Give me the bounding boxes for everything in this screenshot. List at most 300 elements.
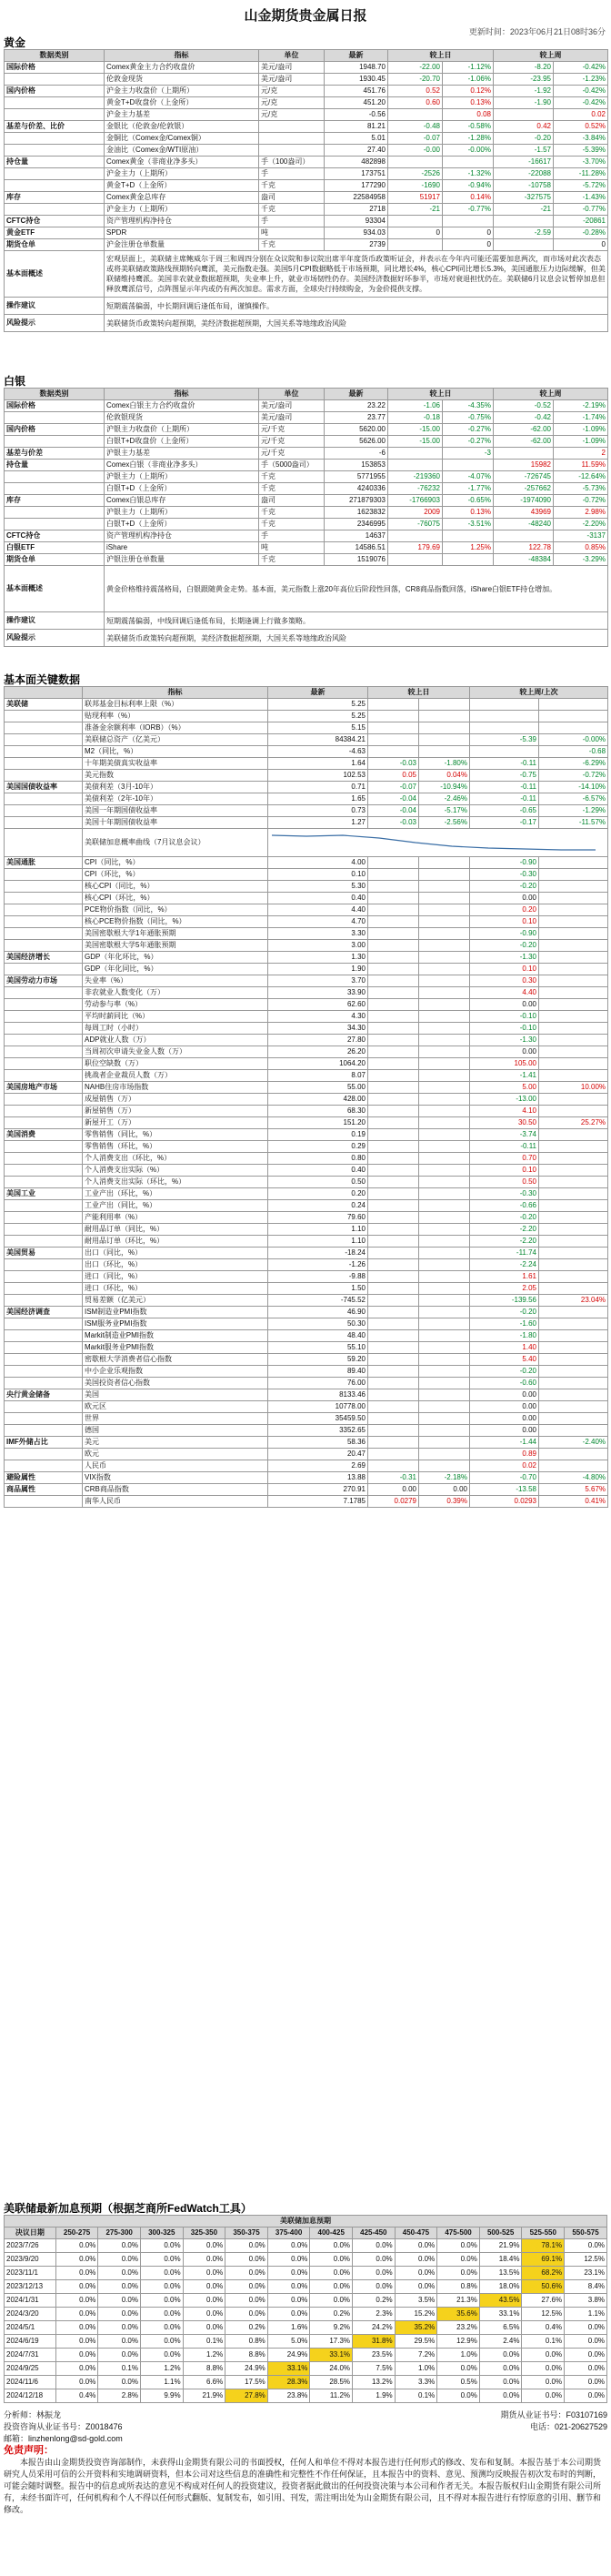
table-cell [259,145,325,157]
fedwatch-row [5,2389,607,2403]
fedwatch-cell: 2024/5/1 [5,2321,56,2335]
table-cell: PCE物价指数（同比，%） [83,904,268,916]
fedwatch-cell: 21.9% [183,2389,225,2403]
table-cell: CPI（同比，%） [83,857,268,869]
table-cell [368,1248,419,1259]
table-cell: 482898 [325,157,388,168]
table-cell: GDP（年化环比，%） [83,952,268,964]
table-cell: 3.70 [268,975,368,987]
fedwatch-cell: 2024/6/19 [5,2335,56,2349]
table-cell [539,1070,608,1082]
table-row [5,952,608,964]
table-row [5,928,608,940]
table-row [5,1177,608,1188]
table-cell: 美元/盎司 [259,74,325,86]
table-cell: 1.61 [470,1271,539,1283]
table-cell [368,964,419,975]
table-row [5,483,608,495]
table-cell [368,1106,419,1117]
table-cell: ISM制造业PMI指数 [83,1307,268,1318]
table-cell: 美国一年期国债收益率 [83,805,268,817]
fedwatch-col-header: 475-500 [437,2227,480,2239]
fedwatch-cell: 0.0% [55,2280,98,2294]
fedwatch-cell: 0.0% [267,2308,310,2321]
table-cell [368,1283,419,1295]
table-cell: -0.66 [470,1200,539,1212]
fedwatch-cell: 0.0% [98,2376,141,2389]
table-cell: -13.00 [470,1094,539,1106]
table-cell [419,1153,470,1165]
table-cell [539,1165,608,1177]
fedwatch-cell: 0.0% [353,2253,396,2267]
table-cell [539,1366,608,1378]
table-cell [368,1212,419,1224]
fedwatch-cell: 0.0% [565,2389,607,2403]
table-cell: 0.00 [419,1484,470,1496]
table-cell: IMF外储占比 [5,1437,83,1449]
table-cell [5,1212,83,1224]
table-cell: -0.00 [388,145,443,157]
table-cell: -1.30 [470,952,539,964]
fedwatch-cell: 43.5% [479,2294,522,2308]
table-cell: 欧元 [83,1449,268,1460]
fedwatch-col-header: 325-350 [183,2227,225,2239]
table-cell: -0.94% [443,180,494,192]
table-cell: -0.65 [470,805,539,817]
table-cell [5,180,105,192]
fedwatch-cell: 3.5% [395,2294,437,2308]
table-cell: 5.40 [470,1354,539,1366]
table-cell [5,1271,83,1283]
table-row [5,1188,608,1200]
table-cell: 934.03 [325,227,388,239]
table-cell: 进口（环比，%） [83,1283,268,1295]
table-cell: -1.77% [443,483,494,495]
table-cell [368,1224,419,1236]
fedwatch-cell: 0.0% [140,2280,183,2294]
table-cell [539,1318,608,1330]
table-cell [368,857,419,869]
table-cell [5,204,105,216]
table-cell [368,1129,419,1141]
table-cell: 手 [259,530,325,542]
table-cell: 5.01 [325,133,388,145]
table-row [5,770,608,782]
fedwatch-cell: 0.0% [140,2321,183,2335]
fedwatch-cell: 0.0% [267,2267,310,2280]
col-indicator: 指标 [105,389,259,400]
fedwatch-cell: 0.0% [140,2267,183,2280]
table-cell [539,1200,608,1212]
table-cell [419,1413,470,1425]
table-cell [5,829,83,857]
table-cell [539,1023,608,1035]
table-cell [368,1295,419,1307]
table-cell: 26.20 [268,1046,368,1058]
table-cell [5,1295,83,1307]
table-cell: -15.00 [388,424,443,436]
footer [4,2409,607,2516]
table-cell: -10.94% [419,782,470,793]
table-cell: 14637 [325,530,388,542]
fedwatch-cell: 0.0% [267,2280,310,2294]
table-cell: 白银T+D（上金所） [105,519,259,530]
table-cell: 期货仓单 [5,554,105,566]
table-cell: 商品属性 [5,1484,83,1496]
table-cell: 黄金ETF [5,227,105,239]
table-cell: 零售销售（同比，%） [83,1129,268,1141]
table-cell: -21 [494,204,554,216]
table-cell: 0.00 [470,1425,539,1437]
table-cell [419,1259,470,1271]
table-cell: -0.48 [388,121,443,133]
fedwatch-cell: 13.2% [353,2376,396,2389]
table-cell: 成屋销售（万） [83,1094,268,1106]
fedwatch-cell: 0.0% [98,2294,141,2308]
table-cell: 持仓量 [5,157,105,168]
table-cell: 美债利差（3月-10年） [83,782,268,793]
table-cell: Comex白银（非商业净多头） [105,460,259,471]
table-cell [539,904,608,916]
table-cell [5,928,83,940]
table-row [5,1449,608,1460]
table-cell [539,1153,608,1165]
table-cell [388,554,443,566]
fedwatch-cell: 0.0% [479,2349,522,2362]
fedwatch-cell: 0.0% [437,2362,480,2376]
table-cell: 0.40 [268,893,368,904]
table-cell [5,1177,83,1188]
table-cell: 库存 [5,495,105,507]
fedwatch-cell: 2.4% [479,2335,522,2349]
table-cell: 0.00 [470,999,539,1011]
table-cell: -0.60 [470,1378,539,1389]
fedwatch-cell: 9.2% [310,2321,353,2335]
table-cell: 美国国债收益率 [5,782,83,793]
table-cell [388,157,443,168]
table-cell: Comex黄金主力合约收盘价 [105,62,259,74]
table-row [5,86,608,97]
fedwatch-cell: 0.0% [267,2294,310,2308]
table-cell: 0.0293 [470,1496,539,1508]
fedwatch-cell: 1.2% [140,2362,183,2376]
table-cell [419,699,470,711]
table-row [5,157,608,168]
table-row [5,758,608,770]
table-cell: 5.00 [470,1082,539,1094]
table-cell: 美元/盎司 [259,62,325,74]
table-cell [419,904,470,916]
table-cell [388,216,443,227]
table-cell: 美国消费 [5,1129,83,1141]
table-cell: 0 [443,239,494,251]
table-cell: 8133.46 [268,1389,368,1401]
fedwatch-cell: 0.0% [98,2267,141,2280]
fedwatch-cell: 0.0% [310,2294,353,2308]
table-cell: -48384 [494,554,554,566]
table-cell: -0.58% [443,121,494,133]
table-cell: -1.80% [419,758,470,770]
table-cell: 0.19 [268,1129,368,1141]
table-cell: -16617 [494,157,554,168]
table-cell: 4.10 [470,1106,539,1117]
table-cell [5,999,83,1011]
table-cell: -2.46% [419,793,470,805]
fedwatch-cell: 0.0% [225,2267,268,2280]
table-cell: 国内价格 [5,86,105,97]
table-cell [388,239,443,251]
table-cell: 沪金主力（上期所） [105,204,259,216]
table-cell [5,1425,83,1437]
table-cell [368,746,419,758]
table-cell [419,1023,470,1035]
table-cell: 4.00 [268,857,368,869]
table-cell: 美国房地产市场 [5,1082,83,1094]
fedwatch-cell: 0.0% [437,2239,480,2253]
table-cell: 23.77 [325,412,388,424]
fedwatch-col-header: 375-400 [267,2227,310,2239]
table-cell [494,239,554,251]
table-cell: -0.70 [470,1472,539,1484]
table-cell: 0.04% [419,770,470,782]
fedwatch-cell: 1.6% [267,2321,310,2335]
table-row [5,1046,608,1058]
table-cell: 资产管理机构净持仓 [105,530,259,542]
table-cell: 联邦基金目标利率上限（%） [83,699,268,711]
table-cell [419,1389,470,1401]
table-cell [5,436,105,448]
table-cell: -0.27% [443,424,494,436]
table-cell: 白银T+D收盘价（上金所） [105,436,259,448]
table-cell [419,1318,470,1330]
table-cell: 出口（环比，%） [83,1259,268,1271]
table-cell: NAHB住房市场指数 [83,1082,268,1094]
table-cell: 当周初次申请失业金人数（万） [83,1046,268,1058]
fedwatch-cell: 0.1% [98,2362,141,2376]
table-cell [368,1035,419,1046]
table-cell: 沪银主力（上期所） [105,471,259,483]
col-indicator: 指标 [105,50,259,62]
table-cell [419,1271,470,1283]
fedwatch-cell: 23.5% [353,2349,396,2362]
fedwatch-cell: 0.0% [98,2335,141,2349]
table-cell: 4240336 [325,483,388,495]
table-cell: -3.74 [470,1129,539,1141]
table-cell: 122.78 [494,542,554,554]
table-cell: 2009 [388,507,443,519]
fedwatch-cell: 24.9% [267,2349,310,2362]
table-cell: 美元/盎司 [259,412,325,424]
table-cell: -219360 [388,471,443,483]
table-cell [539,952,608,964]
table-row [5,554,608,566]
table-cell [5,770,83,782]
table-cell [419,1106,470,1117]
table-cell [368,1378,419,1389]
table-row [5,1058,608,1070]
table-cell: 美元指数 [83,770,268,782]
table-cell: 千克 [259,204,325,216]
table-cell: -1.57 [494,145,554,157]
fedwatch-row [5,2349,607,2362]
table-cell: 35459.50 [268,1413,368,1425]
fedwatch-subheader: 美联储加息预期 [5,2216,607,2227]
table-cell [368,1401,419,1413]
table-cell [368,1165,419,1177]
table-cell: 密歇根大学消费者信心指数 [83,1354,268,1366]
table-cell: 1930.45 [325,74,388,86]
table-cell: -1.74% [554,412,608,424]
table-cell: 美国 [83,1389,268,1401]
rate-hike-sparkline-svg [270,830,597,855]
table-cell: -1.28% [443,133,494,145]
table-row [5,904,608,916]
table-row [5,1117,608,1129]
table-cell: VIX指数 [83,1472,268,1484]
col-vs-prev-week: 较上周 [494,389,608,400]
table-cell [5,1023,83,1035]
table-cell: 4.40 [470,987,539,999]
fedwatch-cell: 0.0% [140,2308,183,2321]
fedwatch-col-header: 525-550 [522,2227,565,2239]
table-cell [368,1413,419,1425]
table-cell: 手 [259,168,325,180]
table-cell [419,975,470,987]
table-cell [419,999,470,1011]
table-cell [368,1117,419,1129]
table-cell: -726745 [494,471,554,483]
table-cell: CFTC持仓 [5,216,105,227]
table-cell: 0.13% [443,507,494,519]
table-cell: -0.20 [470,881,539,893]
fedwatch-cell: 23.1% [565,2267,607,2280]
fedwatch-cell: 0.0% [565,2376,607,2389]
table-cell [539,1330,608,1342]
table-cell: 基差与价差、比价 [5,121,105,133]
fedwatch-cell: 17.3% [310,2335,353,2349]
table-cell: -62.00 [494,436,554,448]
table-row [5,1248,608,1259]
table-cell [5,793,83,805]
table-row [5,192,608,204]
fedwatch-row [5,2376,607,2389]
table-cell: Markit制造业PMI指数 [83,1330,268,1342]
table-cell: 102.53 [268,770,368,782]
table-row [5,746,608,758]
table-cell [368,928,419,940]
table-cell: 世界 [83,1413,268,1425]
note-label: 风险提示 [5,315,105,332]
table-cell [419,952,470,964]
note-row [5,298,608,315]
table-cell [539,1224,608,1236]
fedwatch-row [5,2294,607,2308]
table-row [5,829,608,857]
table-row [5,460,608,471]
table-cell: 173751 [325,168,388,180]
table-cell [419,1378,470,1389]
table-cell [539,1035,608,1046]
table-cell: 伦敦金现货 [105,74,259,86]
fedwatch-cell: 0.0% [310,2280,353,2294]
table-cell [5,1046,83,1058]
table-cell: 盎司 [259,192,325,204]
note-text: 黄金价格维持震荡格局，白银跟随黄金走势。基本面，美元指数上涨20年高位后阶段性回落，CR8商品指数回落，iShare白银ETF持仓增加。 [105,566,608,612]
table-cell: -15.00 [388,436,443,448]
table-row [5,1271,608,1283]
fedwatch-cell: 33.1% [267,2362,310,2376]
fedwatch-cell: 33.1% [310,2349,353,2362]
fedwatch-cell: 0.0% [565,2349,607,2362]
table-cell: 美国投资者信心指数 [83,1378,268,1389]
table-cell [5,1318,83,1330]
table-cell [539,857,608,869]
table-cell: 0.80 [268,1153,368,1165]
table-cell [419,1307,470,1318]
table-cell: 耐用品订单（同比，%） [83,1224,268,1236]
table-cell: 51917 [388,192,443,204]
table-cell: CPI（环比，%） [83,869,268,881]
table-cell [539,1212,608,1224]
note-label: 风险提示 [5,630,105,647]
table-cell: 10.00% [539,1082,608,1094]
table-cell [419,1449,470,1460]
table-row [5,97,608,109]
table-cell: -745.52 [268,1295,368,1307]
table-cell: 非农就业人数变化（万） [83,987,268,999]
analyst-license: 投资咨询从业证书号：Z0018476 [4,2422,123,2431]
table-cell: -0.17 [470,817,539,829]
table-cell: 元/克 [259,86,325,97]
fedwatch-cell: 2024/1/31 [5,2294,56,2308]
fedwatch-cell: 0.0% [140,2294,183,2308]
table-cell: 4.40 [268,904,368,916]
table-cell: -5.39 [470,734,539,746]
table-cell [259,133,325,145]
table-cell: 库存 [5,192,105,204]
table-cell: 平均时薪同比（%） [83,1011,268,1023]
table-cell: 0.52% [554,121,608,133]
table-cell: 盎司 [259,495,325,507]
fedwatch-cell: 7.2% [395,2349,437,2362]
table-cell: 2 [554,448,608,460]
fedwatch-cell: 0.0% [55,2362,98,2376]
table-cell: 0.39% [419,1496,470,1508]
fedwatch-cell: 0.0% [267,2253,310,2267]
fedwatch-cell: 0.0% [55,2349,98,2362]
table-cell: -1.12% [443,62,494,74]
table-cell: 0.00 [368,1484,419,1496]
table-cell [5,734,83,746]
fedwatch-cell: 31.8% [353,2335,396,2349]
table-cell: 5626.00 [325,436,388,448]
table-cell [539,699,608,711]
fedwatch-cell: 18.0% [479,2280,522,2294]
table-cell: 2.69 [268,1460,368,1472]
table-cell: -2.24 [470,1259,539,1271]
table-cell: 避险属性 [5,1472,83,1484]
table-cell: 手（5000盎司） [259,460,325,471]
fedwatch-cell: 21.3% [437,2294,480,2308]
table-cell [5,519,105,530]
table-cell [419,1165,470,1177]
table-cell: 1.10 [268,1236,368,1248]
fedwatch-cell: 0.0% [522,2376,565,2389]
table-cell: 美国劳动力市场 [5,975,83,987]
fedwatch-cell: 0.0% [310,2253,353,2267]
table-cell: 0.13% [443,97,494,109]
table-cell: -0.77% [554,204,608,216]
